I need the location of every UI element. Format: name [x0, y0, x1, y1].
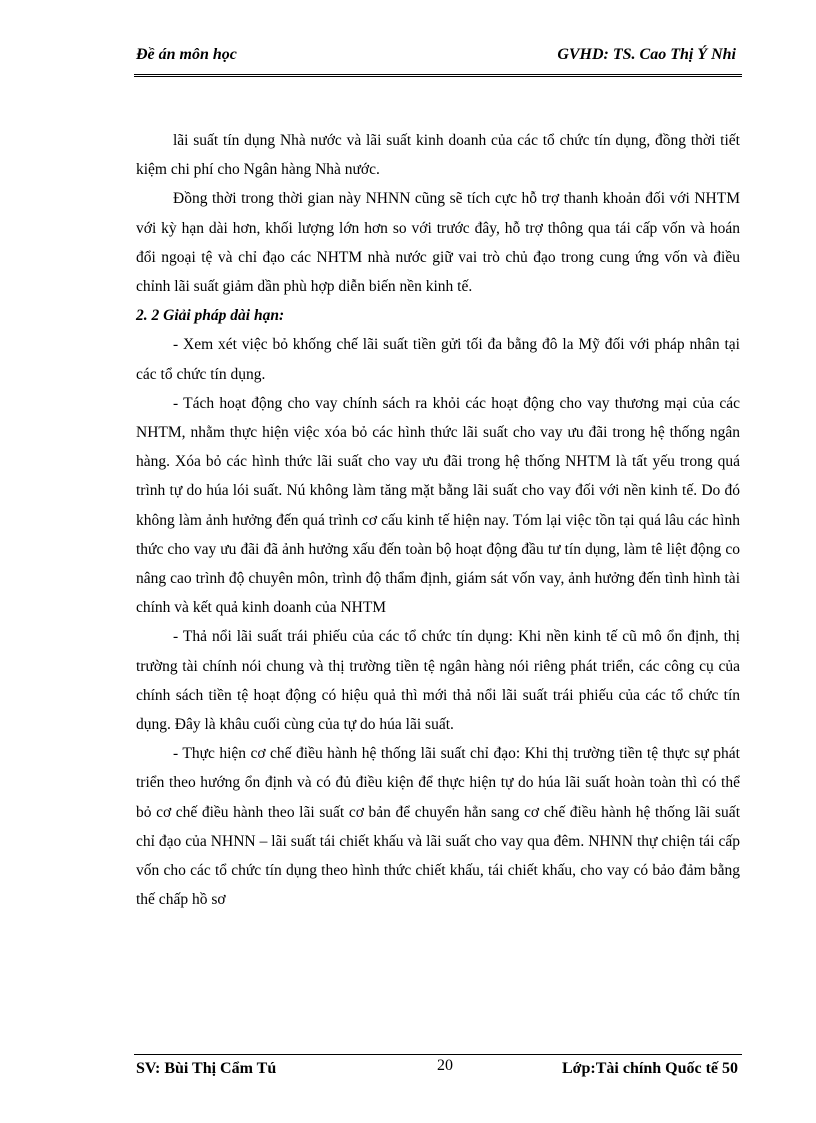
paragraph: - Thực hiện cơ chế điều hành hệ thống lãi suất chỉ đạo: Khi thị trường tiền tệ thực sự phát triển theo hướng ổn định và có đủ điều kiện để thực hiện tự do húa lãi suất hoàn toàn thì có thể bỏ cơ chế điều hành theo lãi suất cơ bản để chuyển hẳn sang cơ chế điều hành hệ thống lãi suất chỉ đạo của NHNN – lãi suất tái chiết khấu và lãi suất cho vay qua đêm. NHNN thự chiện tái cấp vốn cho các tổ chức tín dụng theo hình thức chiết khấu, tái chiết khấu, cho vay có bảo đảm bằng thế chấp hồ sơ — [136, 745, 740, 909]
page-header — [134, 44, 742, 77]
header-course-title: Đề án môn học — [136, 46, 237, 63]
paragraph: - Xem xét việc bỏ khống chế lãi suất tiền gửi tối đa bằng đô la Mỹ đối với pháp nhân tại các tổ chức tín dụng. — [136, 336, 740, 383]
paragraph: - Thả nổi lãi suất trái phiếu của các tổ chức tín dụng: Khi nền kinh tế cũ mô ổn định, thị trường tài chính nói chung và thị trường tiền tệ ngân hàng nói riêng phát triển, các công cụ của chính sách tiền tệ hoạt động có hiệu quả thì mới thả nổi lãi suất trái phiếu của các tổ chức tín dụng. Đây là khâu cuối cùng của tự do húa lãi suất. — [136, 628, 740, 734]
paragraph: - Tách hoạt động cho vay chính sách ra khỏi các hoạt động cho vay thương mại của các NHTM, nhằm thực hiện việc xóa bỏ các hình thức lãi suất cho vay ưu đãi trong hệ thống ngân hàng. Xóa bỏ các hình thức lãi suất cho vay ưu đãi trong hệ thống NHTM là tất yếu trong quá trình tự do húa lói suất. Nú không làm tăng mặt bằng lãi suất cho vay đối với nền kinh tế. Do đó không làm ảnh hưởng đến quá trình cơ cấu kinh tế hiện nay. Tóm lại việc tồn tại quá lâu các hình thức cho vay ưu đãi đã ảnh hưởng xấu đến toàn bộ hoạt động đầu tư tín dụng, làm tê liệt động co nâng cao trình độ chuyên môn, trình độ thẩm định, giám sát vốn vay, ảnh hưởng đến tình hình tài chính và kết quả kinh doanh của NHTM — [136, 394, 740, 617]
header-supervisor: GVHD: TS. Cao Thị Ý Nhi — [557, 46, 736, 63]
paragraph: Đồng thời trong thời gian này NHNN cũng sẽ tích cực hỗ trợ thanh khoản đối với NHTM với kỳ hạn dài hơn, khối lượng lớn hơn so với trước đây, hỗ trợ thông qua tái cấp vốn và hoán đổi ngoại tệ và chỉ đạo các NHTM nhà nước giữ vai trò chủ đạo trong cung ứng vốn và điều chỉnh lãi suất giảm dần phù hợp diễn biến nền kinh tế. — [136, 190, 740, 296]
page-number: 20 — [437, 1057, 453, 1074]
footer-class: Lớp:Tài chính Quốc tế 50 — [562, 1060, 738, 1077]
section-heading: 2. 2 Giải pháp dài hạn: — [136, 307, 285, 325]
footer-student: SV: Bùi Thị Cẩm Tú — [136, 1060, 277, 1077]
body-text — [136, 126, 740, 914]
paragraph: lãi suất tín dụng Nhà nước và lãi suất kinh doanh của các tổ chức tín dụng, đồng thời tiết kiệm chi phí cho Ngân hàng Nhà nước. — [136, 132, 740, 179]
page-footer — [134, 1054, 742, 1081]
